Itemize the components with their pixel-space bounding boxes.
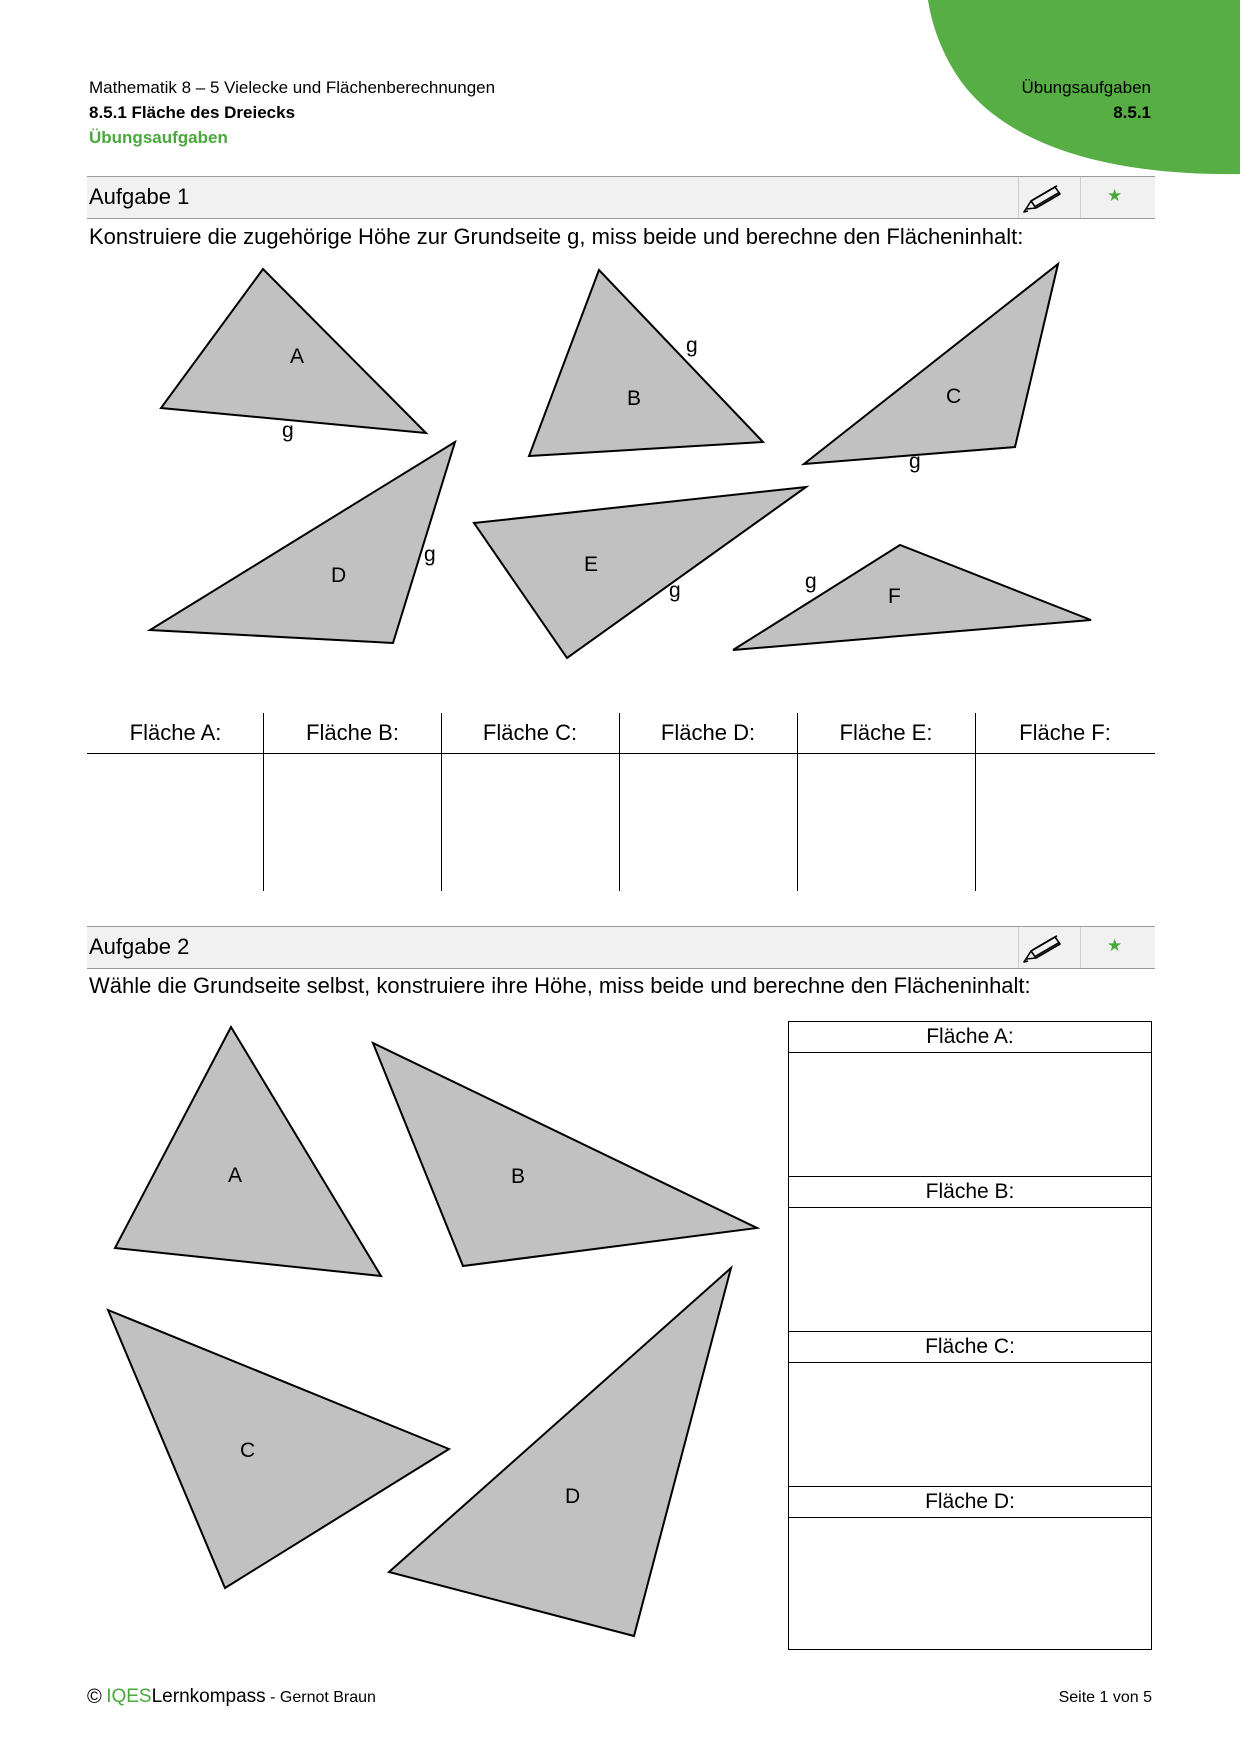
unit-title: 8.5.1 Fläche des Dreiecks: [89, 103, 296, 122]
answer-header-a: Fläche A:: [789, 1021, 1151, 1053]
triangle-label-1f: F: [888, 585, 901, 608]
task1-answer-table: [87, 713, 1155, 891]
triangle-label-1c: C: [946, 385, 962, 408]
divider: [87, 753, 1155, 754]
divider: [1080, 927, 1081, 968]
answer-header-b: Fläche B:: [306, 720, 399, 745]
answer-header-c: Fläche C:: [482, 720, 578, 745]
task2-title: Aufgabe 2: [89, 934, 190, 959]
triangle-label-2b: B: [511, 1165, 526, 1188]
triangle-1c: [804, 264, 1058, 464]
base-label: g: [669, 579, 681, 602]
base-label: g: [805, 570, 817, 593]
task2-answer-box-b: [788, 1176, 1152, 1332]
brand-iqes: IQES: [106, 1686, 152, 1707]
difficulty-star-icon: ★: [1107, 936, 1123, 955]
answer-header-a: Fläche A:: [129, 720, 222, 745]
triangle-label-1b: B: [627, 387, 642, 410]
answer-header-f: Fläche F:: [1019, 720, 1111, 745]
task2-bar: [87, 926, 1155, 969]
divider: [263, 713, 264, 891]
triangle-1e: [474, 487, 806, 658]
divider: [441, 713, 442, 891]
divider: [788, 1649, 1152, 1650]
answer-header-b: Fläche B:: [789, 1176, 1151, 1208]
task2-answer-box-d: [788, 1486, 1152, 1649]
divider: [619, 713, 620, 891]
triangle-2a: [115, 1027, 381, 1276]
task2-answer-box-a: [788, 1021, 1152, 1177]
task1-title: Aufgabe 1: [89, 184, 190, 209]
difficulty-star-icon: ★: [1107, 186, 1123, 205]
answer-header-c: Fläche C:: [789, 1331, 1151, 1363]
divider: [975, 713, 976, 891]
answer-header-d: Fläche D:: [660, 720, 756, 745]
task1-instruction: Konstruiere die zugehörige Höhe zur Grundseite g, miss beide und berechne den Flächeninhalt:: [89, 224, 1024, 249]
triangle-label-2d: D: [565, 1485, 581, 1508]
triangle-label-1a: A: [290, 345, 305, 368]
triangle-2b: [373, 1043, 757, 1266]
triangle-label-1d: D: [331, 564, 347, 587]
pencil-icon: [1023, 932, 1063, 964]
page-number: Seite 1 von 5: [1058, 1689, 1152, 1706]
header-right-code: 8.5.1: [1113, 103, 1151, 122]
author: - Gernot Braun: [270, 1689, 376, 1706]
section-title: Übungsaufgaben: [89, 128, 228, 147]
triangle-1b: [529, 270, 763, 456]
answer-space: [789, 1518, 1151, 1649]
answer-space: [789, 1208, 1151, 1332]
base-label: g: [282, 419, 294, 442]
divider: [1018, 927, 1019, 968]
base-label: g: [424, 543, 436, 566]
triangle-label-1e: E: [584, 553, 599, 576]
brand-lernkompass: Lernkompass: [151, 1686, 266, 1707]
divider: [797, 713, 798, 891]
answer-header-e: Fläche E:: [839, 720, 933, 745]
triangle-1d: [150, 442, 455, 643]
triangle-label-2c: C: [240, 1439, 256, 1462]
base-label: g: [686, 334, 698, 357]
triangle-label-2a: A: [228, 1164, 243, 1187]
triangle-2c: [108, 1310, 449, 1588]
footer-credit: [87, 1685, 376, 1710]
base-label: g: [909, 450, 921, 473]
course-title: Mathematik 8 – 5 Vielecke und Flächenberechnungen: [89, 78, 496, 97]
answer-header-d: Fläche D:: [789, 1486, 1151, 1518]
copyright-icon: ©: [87, 1686, 102, 1708]
task2-instruction: Wähle die Grundseite selbst, konstruiere ihre Höhe, miss beide und berechne den Flächeninhalt:: [89, 973, 1031, 998]
header-right-label: Übungsaufgaben: [1021, 78, 1151, 97]
task2-answer-box-c: [788, 1331, 1152, 1487]
triangle-1f: [733, 545, 1091, 650]
answer-space: [789, 1363, 1151, 1487]
answer-space: [789, 1053, 1151, 1177]
